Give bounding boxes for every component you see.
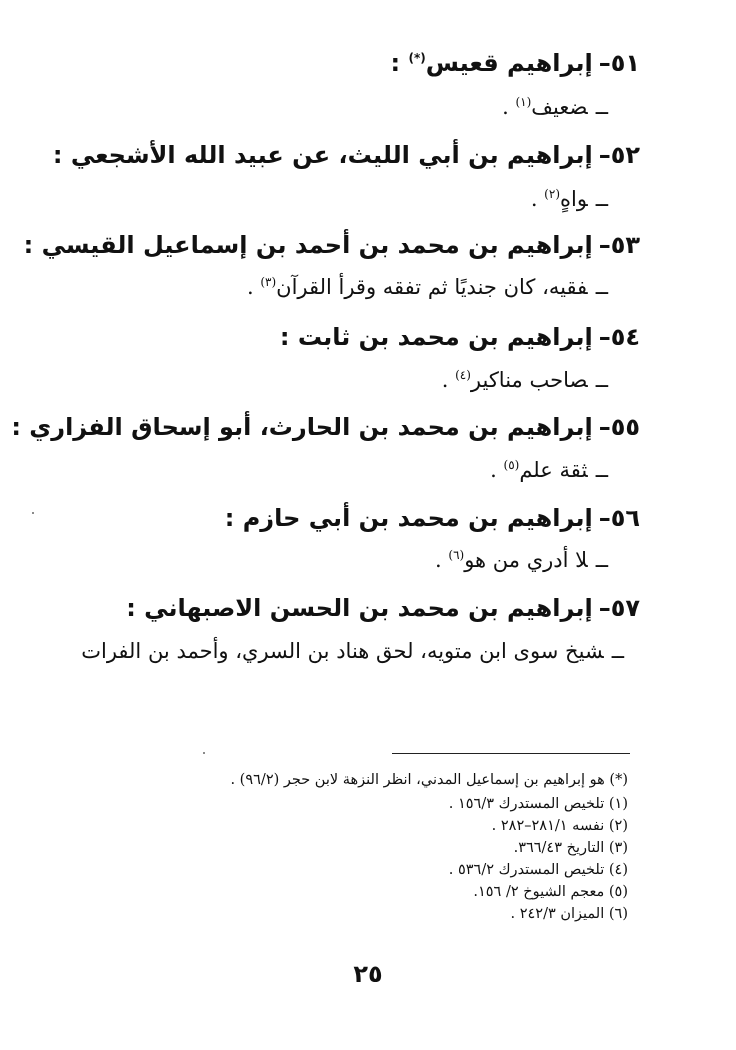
footnote-marker: (٤)	[455, 368, 471, 382]
entry-grade: ضعيف	[531, 95, 588, 119]
entry-number: ٥٤–	[598, 323, 640, 351]
entry-text	[20, 365, 608, 395]
entry-name: إبراهيم بن محمد بن أبي حازم	[242, 504, 593, 532]
period: .	[490, 458, 504, 482]
colon: :	[126, 594, 145, 622]
period: .	[441, 368, 456, 392]
footnote: (٦) الميزان ٢٤٢/٣ .	[510, 906, 628, 922]
entry-heading	[11, 410, 640, 444]
entry-number: ٥١–	[598, 49, 640, 77]
entry-grade: فقيه، كان جنديًا ثم تفقه وقرأ القرآن	[276, 275, 588, 299]
colon: :	[224, 504, 243, 532]
period: .	[502, 95, 516, 119]
dash: ــ	[595, 187, 608, 211]
entry-grade: لا أدري من هو	[464, 548, 588, 572]
footnote: (٥) معجم الشيوخ ٢/ ١٥٦.	[473, 884, 628, 900]
entry-text	[20, 92, 608, 122]
entry-number: ٥٣–	[598, 231, 640, 259]
scan-speck	[32, 512, 34, 514]
entry-grade: شيخ سوى ابن متويه، لحق هناد بن السري، وأحمد بن الفرات	[81, 639, 604, 663]
entry-name: إبراهيم قعيس	[425, 49, 593, 77]
entry-number: ٥٧–	[598, 594, 640, 622]
colon: :	[279, 323, 298, 351]
footnote-marker: (*)	[408, 51, 426, 65]
period: .	[246, 275, 261, 299]
entry-text	[20, 184, 608, 214]
footnote-divider	[392, 753, 630, 754]
colon: :	[52, 141, 71, 169]
footnote-marker: (٥)	[503, 458, 520, 472]
entry-grade: واهٍ	[560, 187, 588, 211]
entry-number: ٥٢–	[598, 141, 640, 169]
dash: ــ	[595, 458, 608, 482]
footnote-marker: (٦)	[448, 548, 465, 562]
entry-name: إبراهيم بن محمد بن ثابت	[297, 323, 593, 351]
footnote: (١) تلخيص المستدرك ١٥٦/٣ .	[448, 796, 628, 812]
entry-heading	[20, 138, 640, 172]
entry-name: إبراهيم بن محمد بن الحارث، أبو إسحاق الفزاري	[29, 413, 593, 441]
entry-text	[20, 272, 608, 302]
dash: ــ	[595, 95, 608, 119]
entry-heading	[20, 228, 640, 262]
footnote: (*) هو إبراهيم بن إسماعيل المدني، انظر النزهة لابن حجر (٩٦/٢) .	[230, 772, 628, 788]
colon: :	[11, 413, 30, 441]
footnote-marker: (٣)	[260, 275, 277, 289]
dash: ــ	[595, 368, 608, 392]
period: .	[530, 187, 545, 211]
entry-number: ٥٥–	[598, 413, 640, 441]
entry-name: إبراهيم بن محمد بن أحمد بن إسماعيل القيسي	[41, 231, 593, 259]
dash: ــ	[595, 548, 608, 572]
footnote-marker: (١)	[515, 95, 532, 109]
entry-text	[20, 455, 608, 485]
scan-speck	[203, 752, 205, 754]
entry-text	[20, 545, 608, 575]
footnote: (٢) نفسه ٢٨١/١–٢٨٢ .	[491, 818, 628, 834]
entry-text	[20, 636, 624, 666]
colon: :	[23, 231, 42, 259]
entry-grade: ثقة علم	[519, 458, 588, 482]
entry-heading	[20, 320, 640, 354]
dash: ــ	[595, 275, 608, 299]
dash: ــ	[611, 639, 624, 663]
entry-number: ٥٦–	[598, 504, 640, 532]
page-number: ٢٥	[353, 960, 383, 988]
entry-heading	[20, 46, 640, 80]
entry-name: إبراهيم بن محمد بن الحسن الاصبهاني	[144, 594, 593, 622]
footnote: (٤) تلخيص المستدرك ٥٣٦/٢ .	[448, 862, 628, 878]
footnote: (٣) التاريخ ٣٦٦/٤٣.	[513, 840, 628, 856]
entry-name: إبراهيم بن أبي الليث، عن عبيد الله الأشجعي	[70, 141, 593, 169]
entry-grade: صاحب مناكير	[470, 368, 588, 392]
footnote-marker: (٢)	[544, 187, 560, 201]
entry-heading	[20, 591, 640, 625]
colon: :	[390, 49, 409, 77]
entry-heading	[20, 501, 640, 535]
period: .	[435, 548, 449, 572]
